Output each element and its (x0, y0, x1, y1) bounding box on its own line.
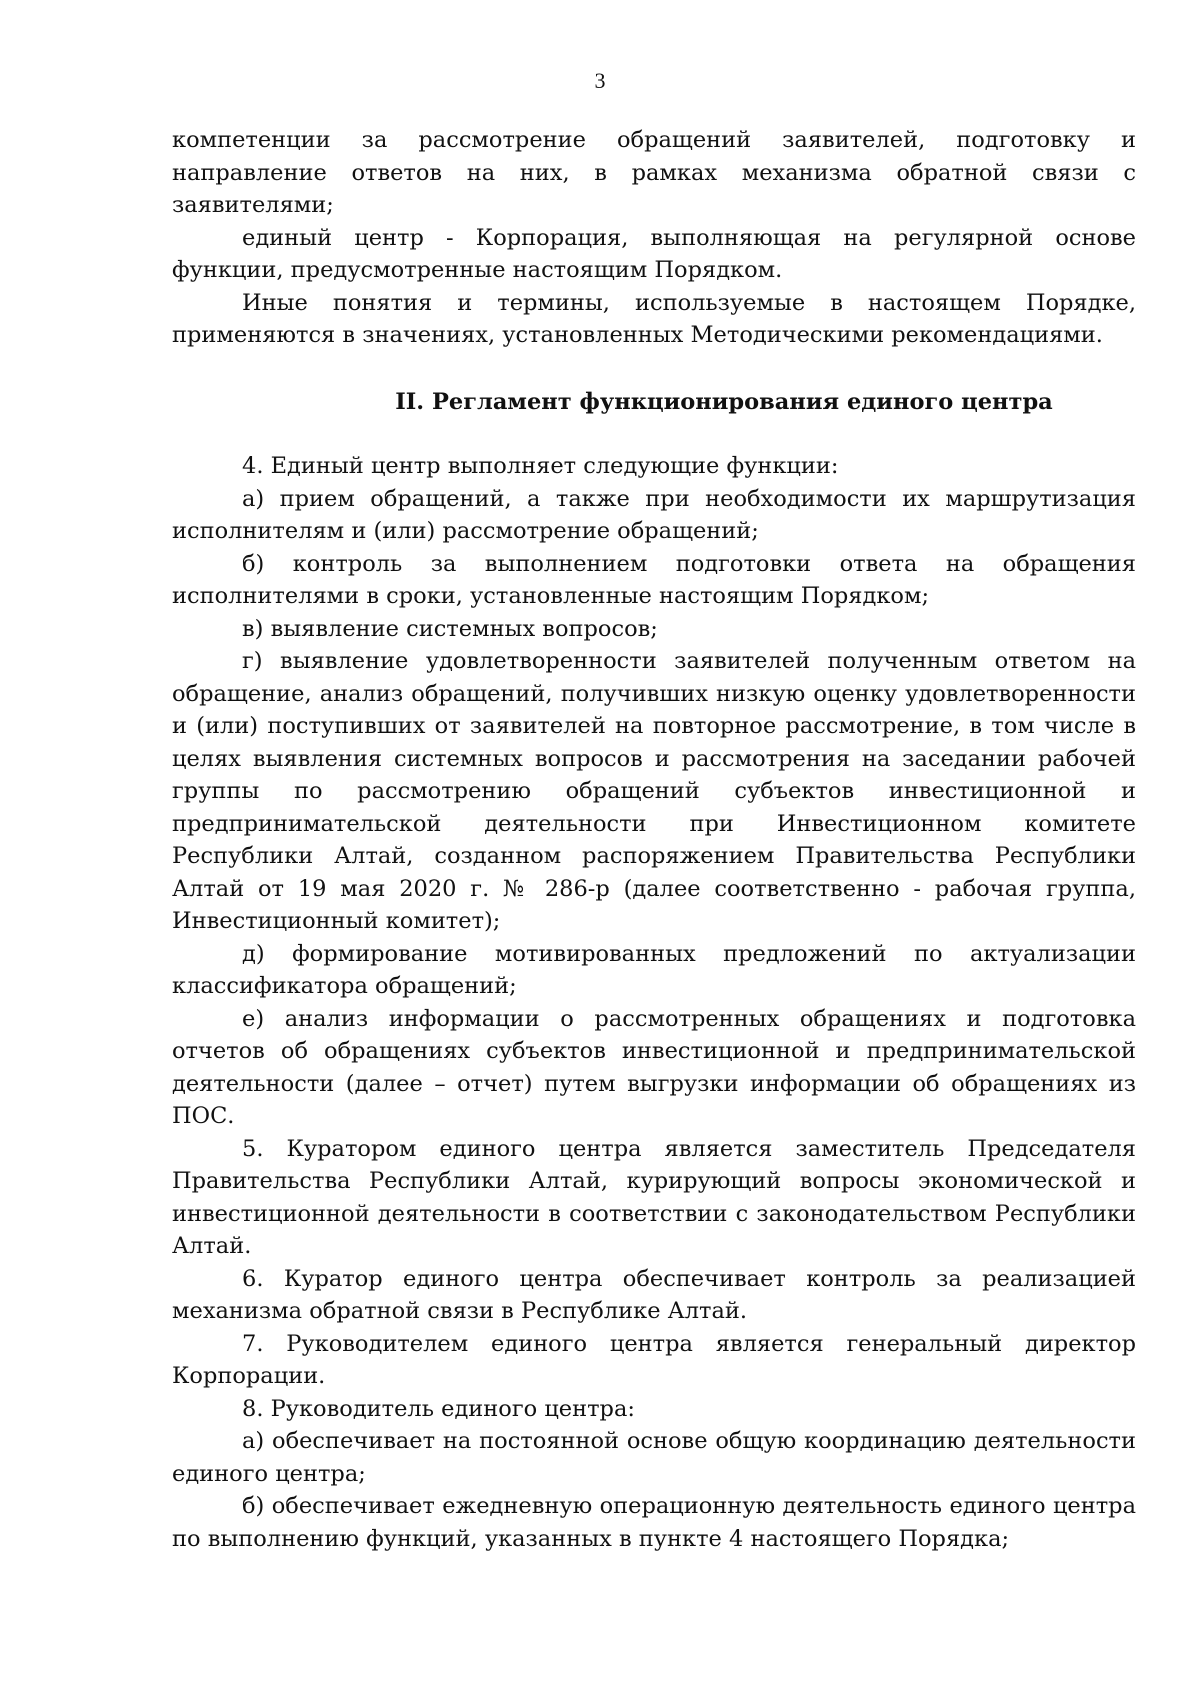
paragraph-single-center-definition: единый центр - Корпорация, выполняющая на регулярной основе функции, предусмотренные настоящим Порядком. (172, 224, 1136, 283)
paragraph-item-5: 5. Куратором единого центра является заместитель Председателя Правительства Республики Алтай, курирующий вопросы экономической и инвестиционной деятельности в соответствии с законодательством Республики Алтай. (172, 1135, 1136, 1259)
paragraph-item-8: 8. Руководитель единого центра: (242, 1395, 635, 1422)
paragraph-item-4e: е) анализ информации о рассмотренных обращениях и подготовка отчетов об обращениях субъектов инвестиционной и предпринимательской деятельности (далее – отчет) путем выгрузки информации об обращениях из ПОС. (172, 1005, 1136, 1129)
paragraph-item-4: 4. Единый центр выполняет следующие функции: (242, 453, 839, 479)
paragraph-item-6: 6. Куратор единого центра обеспечивает контроль за реализацией механизма обратной связи в Республике Алтай. (172, 1265, 1136, 1324)
paragraph-other-terms: Иные понятия и термины, используемые в настоящем Порядке, применяются в значениях, установленных Методическими рекомендациями. (172, 289, 1136, 348)
page-number: 3 (594, 68, 606, 93)
section-heading: II. Регламент функционирования единого центра (395, 388, 1053, 415)
paragraph-item-7: 7. Руководителем единого центра является генеральный директор Корпорации. (172, 1330, 1136, 1389)
document-body (172, 124, 1136, 1555)
paragraph-item-8a: а) обеспечивает на постоянной основе общую координацию деятельности единого центра; (172, 1428, 1136, 1487)
paragraph-item-4a: а) прием обращений, а также при необходимости их маршрутизация исполнителям и (или) рассмотрение обращений; (172, 485, 1136, 544)
paragraph-item-4d: д) формирование мотивированных предложений по актуализации классификатора обращений; (172, 940, 1136, 999)
paragraph-item-4g: г) выявление удовлетворенности заявителей полученным ответом на обращение, анализ обращений, получивших низкую оценку удовлетворенности и (или) поступивших от заявителей на повторное рассмотрение, в том числе в целях выявления системных вопросов и рассмотрения на заседании рабочей группы по рассмотрению обращений субъектов инвестиционной и предпринимательской деятельности при Инвестиционном комитете Республики Алтай, созданном распоряжением Правительства Республики Алтай от 19 мая 2020 г. № 286-р (далее соответственно - рабочая группа, Инвестиционный комитет); (172, 648, 1136, 934)
paragraph-competence-continuation: компетенции за рассмотрение обращений заявителей, подготовку и направление ответов на них, в рамках механизма обратной связи с заявителями; (172, 127, 1136, 218)
paragraph-item-8b: б) обеспечивает ежедневную операционную деятельность единого центра по выполнению функций, указанных в пункте 4 настоящего Порядка; (172, 1493, 1136, 1552)
paragraph-item-4b: б) контроль за выполнением подготовки ответа на обращения исполнителями в сроки, установленные настоящим Порядком; (172, 550, 1136, 609)
paragraph-item-4v: в) выявление системных вопросов; (242, 615, 658, 642)
